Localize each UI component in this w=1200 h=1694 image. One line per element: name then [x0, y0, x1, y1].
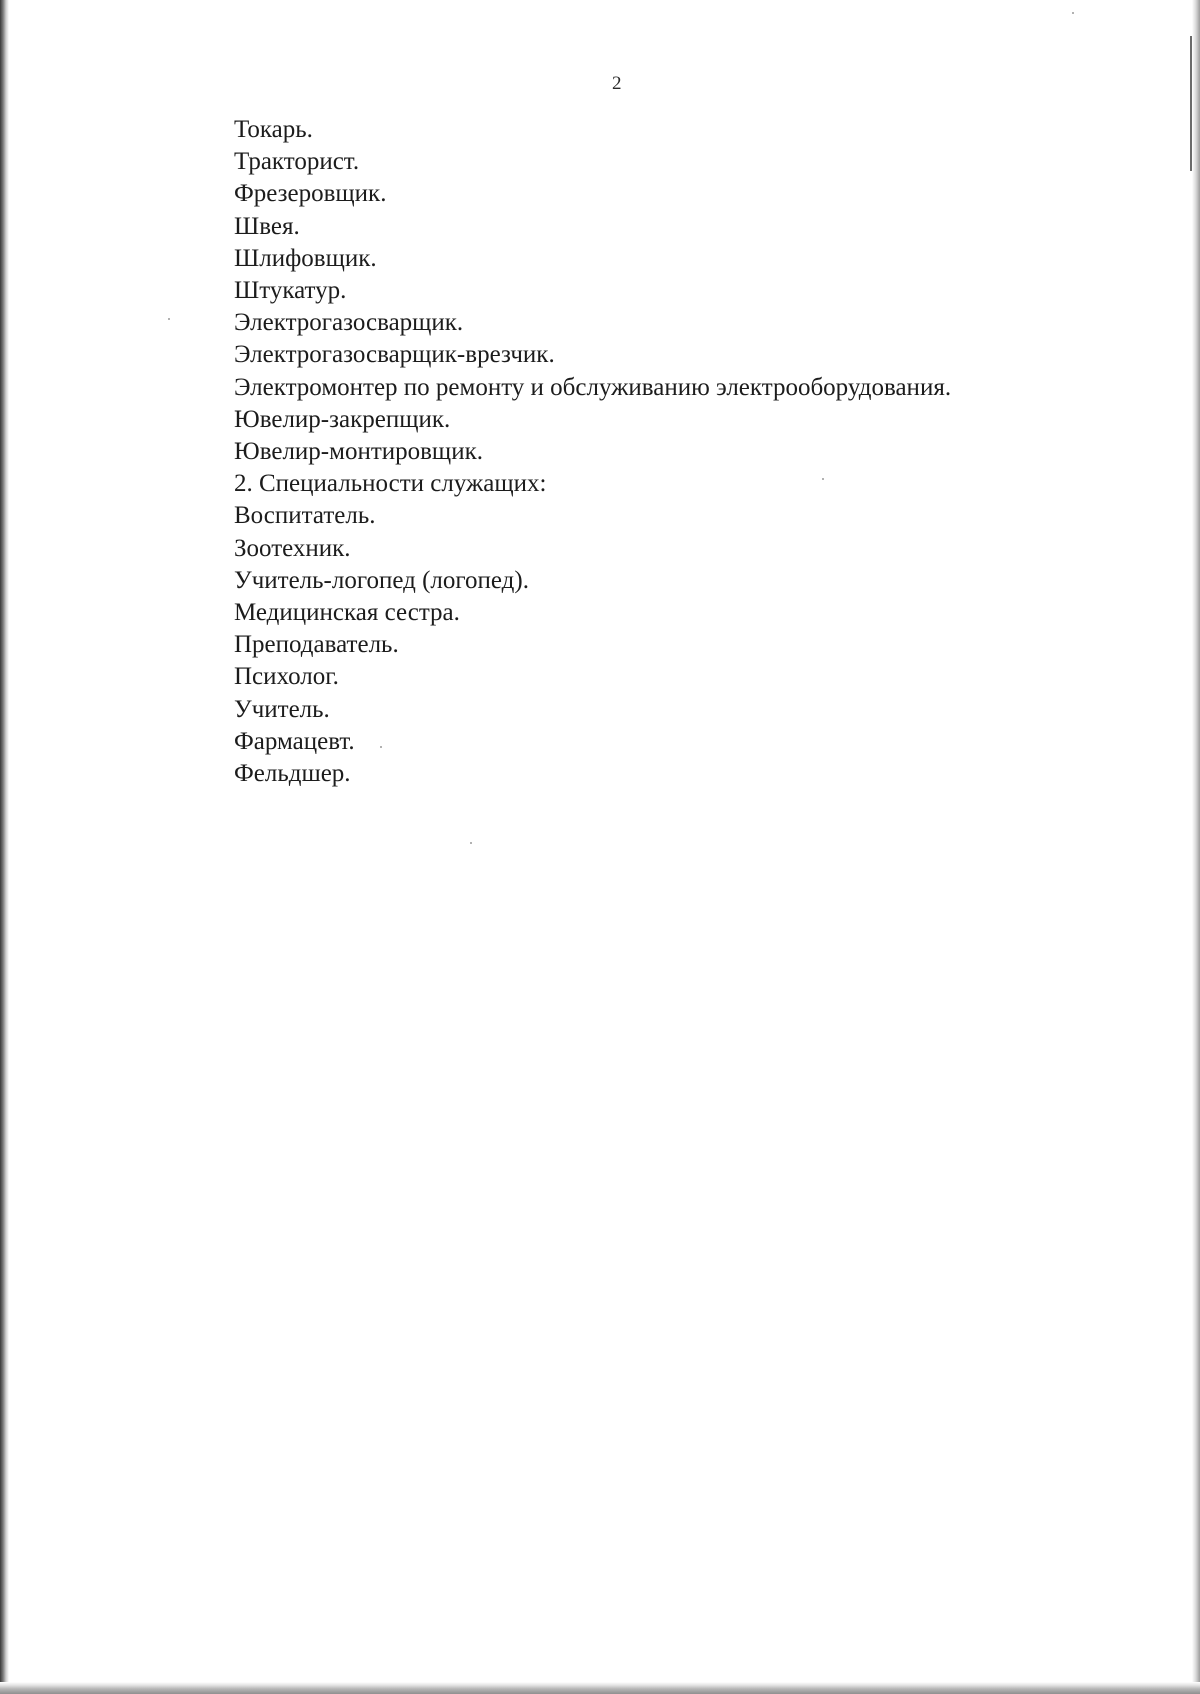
text-line: Электромонтер по ремонту и обслуживанию электрооборудования. — [234, 373, 952, 401]
text-line: Учитель-логопед (логопед). — [234, 566, 529, 594]
text-line: Штукатур. — [234, 277, 347, 305]
text-line: Тракторист. — [234, 148, 360, 176]
text-line: Психолог. — [234, 663, 339, 691]
text-line: Ювелир-монтировщик. — [234, 438, 483, 466]
document-text — [234, 114, 951, 790]
text-line: Преподаватель. — [234, 631, 399, 659]
scan-shadow-right — [1192, 0, 1200, 1694]
text-line: Воспитатель. — [234, 502, 376, 530]
text-line: Зоотехник. — [234, 534, 351, 562]
scan-speck — [168, 318, 170, 320]
scan-shadow-bottom — [0, 1682, 1200, 1694]
text-line: 2. Специальности служащих: — [234, 470, 547, 498]
text-line: Фрезеровщик. — [234, 180, 387, 208]
scan-mark-right — [1190, 36, 1192, 171]
text-line: Учитель. — [234, 695, 330, 723]
page-number: 2 — [612, 73, 622, 94]
scan-speck — [1072, 12, 1074, 14]
text-line: Токарь. — [234, 116, 313, 143]
text-line: Фармацевт. — [234, 727, 355, 755]
text-line: Шлифовщик. — [234, 244, 377, 272]
text-line: Швея. — [234, 212, 300, 240]
text-line: Фельдшер. — [234, 760, 351, 788]
text-line: Электрогазосварщик. — [234, 309, 464, 337]
text-line: Ювелир-закрепщик. — [234, 405, 451, 433]
scan-speck — [470, 842, 472, 844]
scan-shadow-left — [0, 0, 9, 1694]
text-line: Электрогазосварщик-врезчик. — [234, 341, 555, 369]
text-line: Медицинская сестра. — [234, 599, 460, 627]
